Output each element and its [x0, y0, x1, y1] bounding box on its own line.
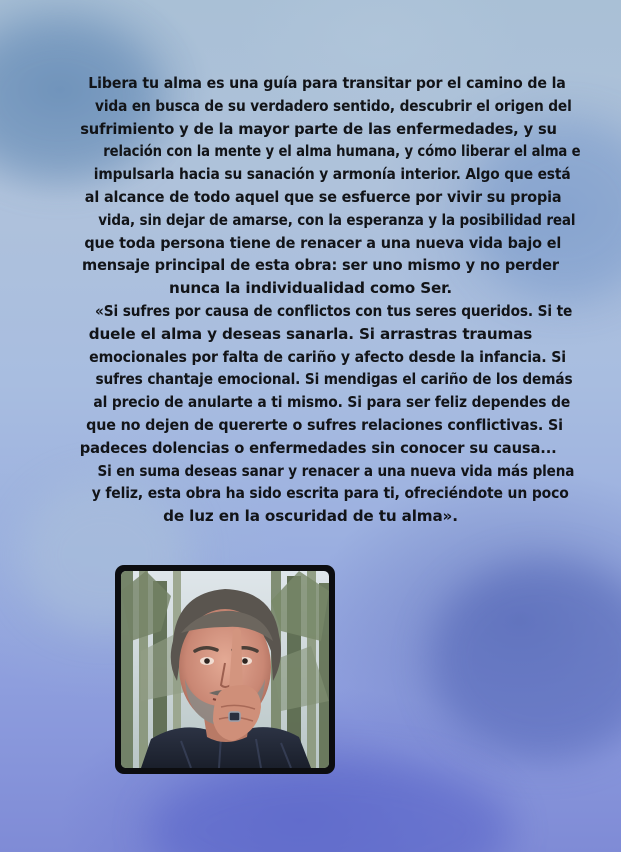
author-photo: [121, 571, 329, 768]
quote-line: sufres chantaje emocional. Si mendigas el cariño de los demás: [95, 370, 573, 389]
quote-line: duele el alma y deseas sanarla. Si arrastras traumas: [88, 324, 533, 343]
quote-line: al precio de anularte a ti mismo. Si para ser feliz dependes de: [93, 393, 571, 412]
description-line: al alcance de todo aquel que se esfuerce por vivir su propia: [84, 187, 562, 206]
quote-line: padeces dolencias o enfermedades sin conocer su causa...: [79, 438, 557, 457]
author-portrait-image: [121, 571, 329, 768]
description-line: mensaje principal de esta obra: ser uno mismo y no perder: [82, 256, 559, 275]
description-line: relación con la mente y el alma humana, y cómo liberar el alma e: [103, 142, 581, 161]
ring: [229, 712, 240, 721]
description-line: impulsarla hacia su sanación y armonía interior. Algo que está: [93, 165, 571, 184]
description-line: sufrimiento y de la mayor parte de las enfermedades, y su: [80, 119, 557, 138]
description-line: Libera tu alma es una guía para transitar por el camino de la: [88, 74, 566, 92]
description-line: que toda persona tiene de renacer a una nueva vida bajo el: [84, 233, 562, 252]
watercolor-blot: [430, 560, 621, 760]
back-cover-text: [72, 72, 581, 528]
description-line: nunca la individualidad como Ser.: [169, 279, 452, 298]
quote-line: «Si sufres por causa de conflictos con tus seres queridos. Si te: [95, 301, 573, 320]
quote-line: que no dejen de quererte o sufres relaciones conflictivas. Si: [86, 415, 563, 434]
description-line: vida, sin dejar de amarse, con la esperanza y la posibilidad real: [98, 210, 576, 229]
quote-line: y feliz, esta obra ha sido escrita para ti, ofreciéndote un poco: [91, 484, 569, 503]
description-line: vida en busca de su verdadero sentido, descubrir el origen del: [95, 96, 572, 115]
quote-line: emocionales por falta de cariño y afecto desde la infancia. Si: [89, 347, 566, 366]
quote-line: Si en suma deseas sanar y renacer a una nueva vida más plena: [97, 461, 575, 480]
author-photo-frame: [115, 565, 335, 774]
quote-line: de luz en la oscuridad de tu alma».: [163, 507, 458, 526]
